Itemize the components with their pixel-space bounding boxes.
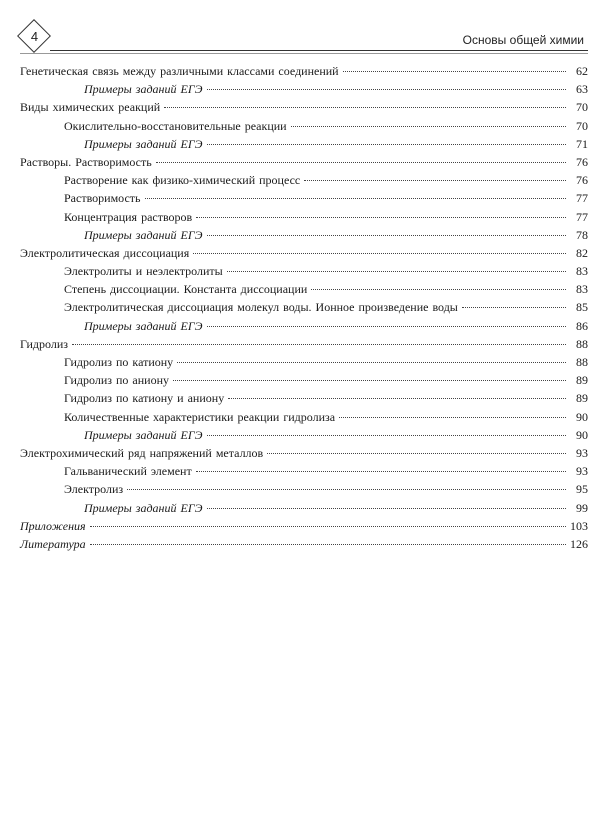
toc-dot-leader bbox=[127, 488, 566, 490]
toc-dot-leader bbox=[207, 234, 567, 236]
toc-entry[interactable] bbox=[20, 535, 588, 553]
toc-entry-page: 70 bbox=[576, 118, 588, 133]
toc-entry[interactable] bbox=[20, 226, 588, 244]
toc-entry[interactable] bbox=[20, 298, 588, 316]
toc-dot-leader bbox=[304, 179, 566, 181]
toc-dot-leader bbox=[227, 270, 566, 272]
toc-entry-page: 83 bbox=[576, 282, 588, 297]
toc-entry[interactable] bbox=[20, 135, 588, 153]
running-title: Основы общей химии bbox=[462, 33, 584, 47]
toc-dot-leader bbox=[90, 543, 566, 545]
toc-entry-title: Виды химических реакций bbox=[20, 100, 161, 115]
toc-entry[interactable] bbox=[20, 280, 588, 298]
toc-entry-title: Приложения bbox=[20, 518, 86, 533]
toc-entry-title: Генетическая связь между различными классами соединений bbox=[20, 64, 339, 78]
toc-entry-page: 103 bbox=[570, 518, 588, 533]
toc-entry[interactable] bbox=[20, 208, 588, 226]
toc-entry-title: Электролиты и неэлектролиты bbox=[64, 264, 223, 279]
toc-entry-title: Примеры заданий ЕГЭ bbox=[84, 82, 203, 97]
toc-entry-title: Гидролиз по аниону bbox=[64, 373, 170, 388]
toc-entry-page: 95 bbox=[576, 482, 588, 497]
toc-entry-title: Электролиз bbox=[64, 482, 124, 497]
toc-entry-title: Растворы. Растворимость bbox=[20, 154, 152, 169]
toc-entry[interactable] bbox=[20, 389, 588, 407]
toc-entry[interactable] bbox=[20, 408, 588, 426]
toc-entry-page: 70 bbox=[576, 100, 588, 115]
toc-entry-page: 71 bbox=[576, 136, 588, 151]
toc-entry-title: Примеры заданий ЕГЭ bbox=[84, 318, 203, 333]
toc-dot-leader bbox=[343, 70, 566, 72]
toc-entry-page: 76 bbox=[576, 173, 588, 188]
toc-entry-page: 93 bbox=[576, 445, 588, 460]
toc-entry-title: Концентрация растворов bbox=[64, 209, 193, 224]
toc-entry-page: 99 bbox=[576, 500, 588, 515]
toc-dot-leader bbox=[193, 252, 566, 254]
toc-entry-title: Примеры заданий ЕГЭ bbox=[84, 500, 203, 515]
toc-entry-title: Гальванический элемент bbox=[64, 464, 192, 479]
toc-entry-title: Гидролиз по катиону bbox=[64, 355, 174, 369]
toc-entry[interactable] bbox=[20, 244, 588, 262]
toc-entry-page: 89 bbox=[576, 373, 588, 388]
toc-entry-title: Гидролиз bbox=[20, 336, 68, 351]
toc-dot-leader bbox=[291, 125, 566, 127]
table-of-contents bbox=[20, 62, 588, 553]
toc-entry[interactable] bbox=[20, 262, 588, 280]
toc-entry-page: 77 bbox=[576, 209, 588, 224]
toc-entry[interactable] bbox=[20, 426, 588, 444]
toc-entry-page: 88 bbox=[576, 355, 588, 369]
toc-entry[interactable] bbox=[20, 98, 588, 116]
toc-entry-page: 88 bbox=[576, 336, 588, 351]
toc-entry-title: Примеры заданий ЕГЭ bbox=[84, 227, 203, 242]
toc-entry[interactable] bbox=[20, 462, 588, 480]
toc-entry[interactable] bbox=[20, 335, 588, 353]
toc-entry-page: 63 bbox=[576, 82, 588, 97]
toc-entry-page: 82 bbox=[576, 245, 588, 260]
toc-entry[interactable] bbox=[20, 171, 588, 189]
toc-entry-title: Гидролиз по катиону и аниону bbox=[64, 391, 225, 406]
toc-dot-leader bbox=[207, 143, 567, 145]
toc-dot-leader bbox=[196, 470, 566, 472]
toc-entry[interactable] bbox=[20, 117, 588, 135]
page-number: 4 bbox=[30, 29, 39, 44]
toc-entry-page: 93 bbox=[576, 464, 588, 479]
toc-entry-title: Растворение как физико-химический процесс bbox=[64, 173, 301, 188]
toc-entry-page: 83 bbox=[576, 264, 588, 279]
toc-entry[interactable] bbox=[20, 480, 588, 498]
toc-entry[interactable] bbox=[20, 444, 588, 462]
header-rule bbox=[50, 50, 588, 51]
toc-entry[interactable] bbox=[20, 353, 588, 371]
toc-entry[interactable] bbox=[20, 517, 588, 535]
toc-dot-leader bbox=[339, 416, 566, 418]
toc-dot-leader bbox=[462, 306, 566, 308]
toc-entry-page: 89 bbox=[576, 391, 588, 406]
toc-entry[interactable] bbox=[20, 62, 588, 80]
toc-dot-leader bbox=[228, 397, 566, 399]
toc-entry-title: Электролитическая диссоциация молекул воды. Ионное произведение воды bbox=[64, 300, 458, 315]
toc-entry[interactable] bbox=[20, 499, 588, 517]
toc-entry-title: Степень диссоциации. Константа диссоциации bbox=[64, 282, 308, 297]
toc-entry[interactable] bbox=[20, 80, 588, 98]
toc-dot-leader bbox=[145, 197, 566, 199]
toc-entry-title: Количественные характеристики реакции гидролиза bbox=[64, 409, 336, 424]
toc-dot-leader bbox=[207, 325, 567, 327]
toc-entry-title: Растворимость bbox=[64, 191, 141, 206]
toc-entry[interactable] bbox=[20, 371, 588, 389]
toc-entry-title: Электрохимический ряд напряжений металлов bbox=[20, 445, 264, 460]
toc-entry-title: Примеры заданий ЕГЭ bbox=[84, 136, 203, 151]
toc-entry-page: 90 bbox=[576, 427, 588, 442]
toc-dot-leader bbox=[177, 361, 566, 363]
toc-entry[interactable] bbox=[20, 189, 588, 207]
header-rule-thin bbox=[20, 53, 588, 54]
toc-dot-leader bbox=[207, 88, 567, 90]
toc-dot-leader bbox=[90, 525, 566, 527]
toc-dot-leader bbox=[156, 161, 566, 163]
toc-dot-leader bbox=[164, 106, 566, 108]
toc-entry-page: 76 bbox=[576, 154, 588, 169]
toc-dot-leader bbox=[196, 216, 566, 218]
toc-entry-title: Литература bbox=[20, 536, 86, 551]
toc-dot-leader bbox=[267, 452, 566, 454]
toc-dot-leader bbox=[207, 434, 567, 436]
toc-entry-title: Окислительно-восстановительные реакции bbox=[64, 118, 287, 133]
toc-entry-title: Электролитическая диссоциация bbox=[20, 245, 190, 260]
toc-entry-page: 78 bbox=[576, 227, 588, 242]
toc-entry-page: 90 bbox=[576, 409, 588, 424]
toc-entry[interactable] bbox=[20, 317, 588, 335]
toc-entry-page: 77 bbox=[576, 191, 588, 206]
toc-dot-leader bbox=[311, 288, 566, 290]
toc-dot-leader bbox=[173, 379, 566, 381]
toc-entry-page: 86 bbox=[576, 318, 588, 333]
toc-entry[interactable] bbox=[20, 153, 588, 171]
toc-dot-leader bbox=[207, 507, 567, 509]
toc-entry-page: 85 bbox=[576, 300, 588, 315]
toc-dot-leader bbox=[72, 343, 566, 345]
toc-entry-page: 126 bbox=[570, 536, 588, 551]
toc-entry-page: 62 bbox=[576, 64, 588, 78]
toc-entry-title: Примеры заданий ЕГЭ bbox=[84, 427, 203, 442]
